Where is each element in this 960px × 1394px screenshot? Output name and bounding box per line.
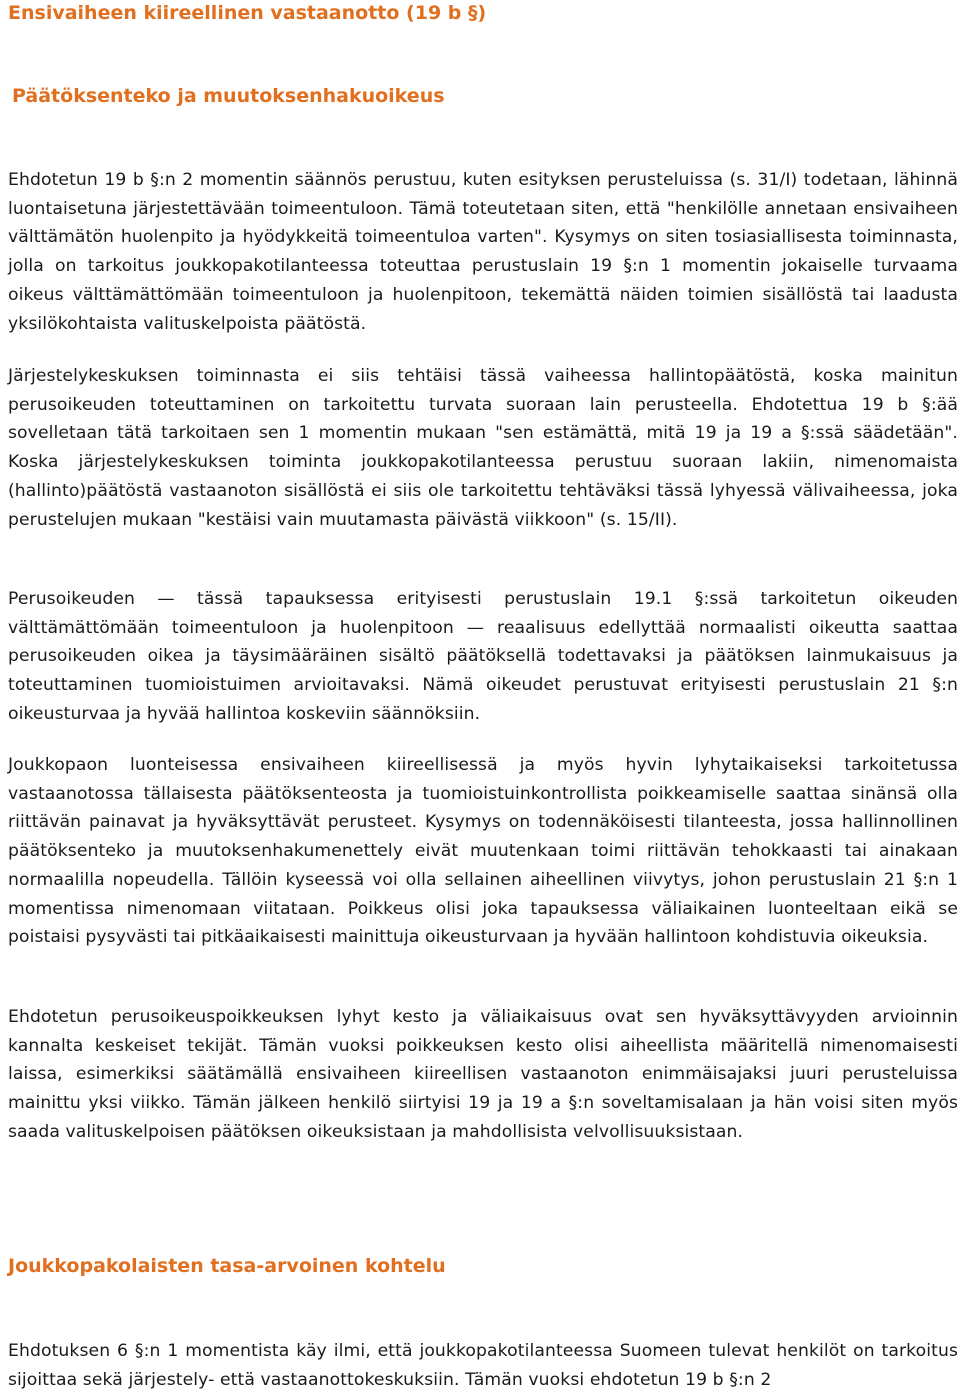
section-heading: Ensivaiheen kiireellinen vastaanotto (19 b §) xyxy=(8,2,487,24)
paragraph: Joukkopaon luonteisessa ensivaiheen kiireellisessä ja myös hyvin lyhytaikaiseksi tarkoitetussa vastaanotossa tällaisesta päätöksenteosta ja tuomioistuinkontrollista poikkeamiselle saattaa sinänsä olla riittävän painavat ja hyväksyttävät perusteet. Kysymys on todennäköisesti tilanteesta, jossa hallinnollinen päätöksenteko ja muutoksenhakumenettely eivät muutenkaan toimi riittävän tehokkaasti tai ainakaan normaalilla nopeudella. Tällöin kyseessä voi olla sellainen aiheellinen viivytys, johon perustuslain 21 §:n 1 momentissa nimenomaan viitataan. Poikkeus olisi joka tapauksessa väliaikainen luonteeltaan eikä se poistaisi pysyvästi tai pitkäaikaisesti mainittuja oikeusturvaan ja hyvään hallintoon kohdistuvia oikeuksia. xyxy=(8,755,958,948)
subsection-heading: Päätöksenteko ja muutoksenhakuoikeus xyxy=(12,85,445,107)
paragraph: Ehdotetun 19 b §:n 2 momentin säännös perustuu, kuten esityksen perusteluissa (s. 31/I) todetaan, lähinnä luontaisetuna järjestettävään toimeentuloon. Tämä toteutetaan siten, että "henkilölle annetaan ensivaiheen välttämätön huolenpito ja hyödykkeitä toimeentuloa varten". Kysymys on siten tosiasiallisesta toiminnasta, jolla on tarkoitus joukkopakotilanteessa toteuttaa perustuslain 19 §:n 1 momentin jokaiselle turvaama oikeus välttämättömään toimeentuloon ja huolenpitoon, tekemättä näiden toimien sisällöstä tai laadusta yksilökohtaista valituskelpoista päätöstä. xyxy=(8,170,958,334)
section-heading: Joukkopakolaisten tasa-arvoinen kohtelu xyxy=(8,1255,446,1277)
paragraph: Järjestelykeskuksen toiminnasta ei siis tehtäisi tässä vaiheessa hallintopäätöstä, koska mainitun perusoikeuden toteuttaminen on tarkoitettu turvata suoraan lain perusteella. Ehdotettua 19 b §:ää sovelletaan tätä tarkoitaen sen 1 momentin mukaan "sen estämättä, mitä 19 ja 19 a §:ssä säädetään". Koska järjestelykeskuksen toiminta joukkopakotilanteessa perustuu suoraan lakiin, nimenomaista (hallinto)päätöstä vastaanoton sisällöstä ei siis ole tarkoitettu tehtäväksi tässä lyhyessä välivaiheessa, joka perustelujen mukaan "kestäisi vain muutamasta päivästä viikkoon" (s. 15/II). xyxy=(8,366,958,530)
paragraph: Ehdotetun perusoikeuspoikkeuksen lyhyt kesto ja väliaikaisuus ovat sen hyväksyttävyyden arvioinnin kannalta keskeiset tekijät. Tämän vuoksi poikkeuksen kesto olisi aiheellista määritellä nimenomaisesti laissa, esimerkiksi säätämällä ensivaiheen kiireellisen vastaanoton enimmäisajaksi juuri perusteluissa mainittu yksi viikko. Tämän jälkeen henkilö siirtyisi 19 ja 19 a §:n soveltamisalaan ja hän voisi siten myös saada valituskelpoisen päätöksen oikeuksistaan ja mahdollisista velvollisuuksistaan. xyxy=(8,1007,958,1142)
paragraph: Ehdotuksen 6 §:n 1 momentista käy ilmi, että joukkopakotilanteessa Suomeen tulevat henkilöt on tarkoitus sijoittaa sekä järjestely- että vastaanottokeskuksiin. Tämän vuoksi ehdotetun 19 b §:n 2 xyxy=(8,1341,958,1390)
paragraph: Perusoikeuden — tässä tapauksessa erityisesti perustuslain 19.1 §:ssä tarkoitetun oikeuden välttämättömään toimeentuloon ja huolenpitoon — reaalisuus edellyttää normaalisti oikeutta saattaa perusoikeuden oikea ja täysimääräinen sisältö päätöksellä todettavaksi ja päätöksen lainmukaisuus ja toteuttaminen tuomioistuimen arvioitavaksi. Nämä oikeudet perustuvat erityisesti perustuslain 21 §:n oikeusturvaa ja hyvää hallintoa koskeviin säännöksiin. xyxy=(8,589,958,724)
